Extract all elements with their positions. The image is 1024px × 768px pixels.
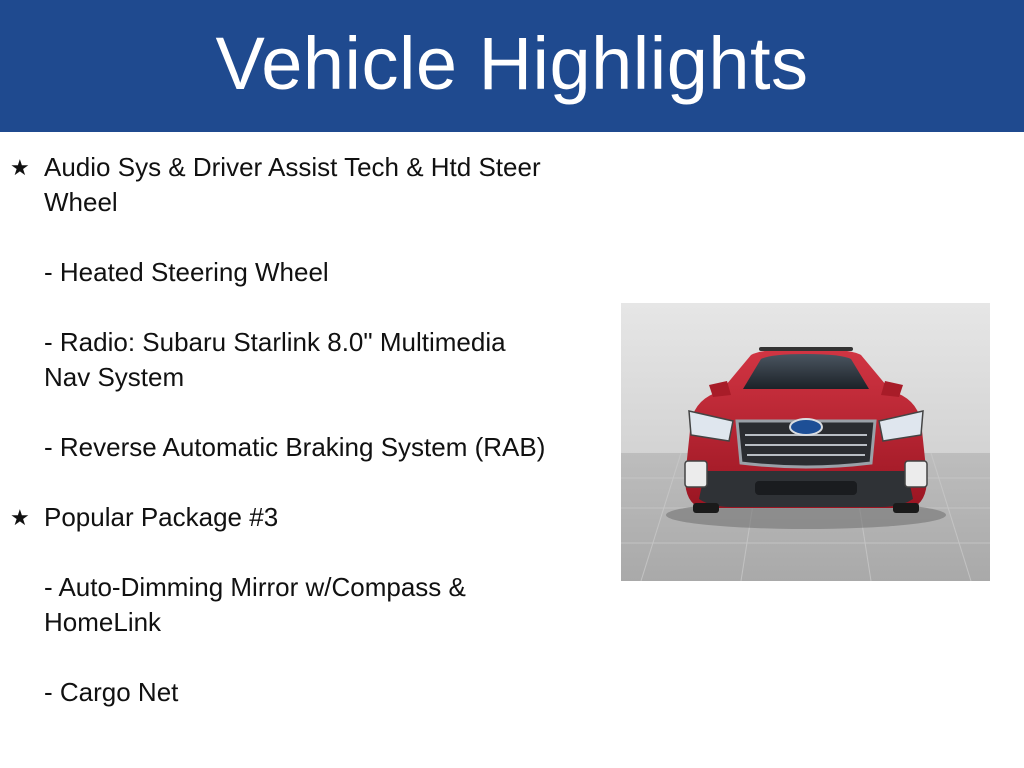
feature-line: - Heated Steering Wheel [44,257,329,287]
feature-line: - Auto-Dimming Mirror w/Compass & HomeLink [44,572,466,637]
highlights-list [10,150,550,710]
page-title: Vehicle Highlights [215,21,809,105]
highlight-item [10,500,550,710]
header-banner [0,0,1024,132]
star-icon: ★ [10,505,30,530]
vehicle-photo [621,303,990,581]
highlight-item [10,150,550,500]
feature-line: - Reverse Automatic Braking System (RAB) [44,432,546,462]
highlight-title: Popular Package #3 [44,502,279,532]
highlight-title: Audio Sys & Driver Assist Tech & Htd Steer Wheel [44,152,541,217]
car-illustration [621,303,990,581]
feature-line: - Radio: Subaru Starlink 8.0" Multimedia Nav System [44,327,506,392]
star-icon: ★ [10,155,30,180]
feature-line: - Cargo Net [44,677,179,707]
